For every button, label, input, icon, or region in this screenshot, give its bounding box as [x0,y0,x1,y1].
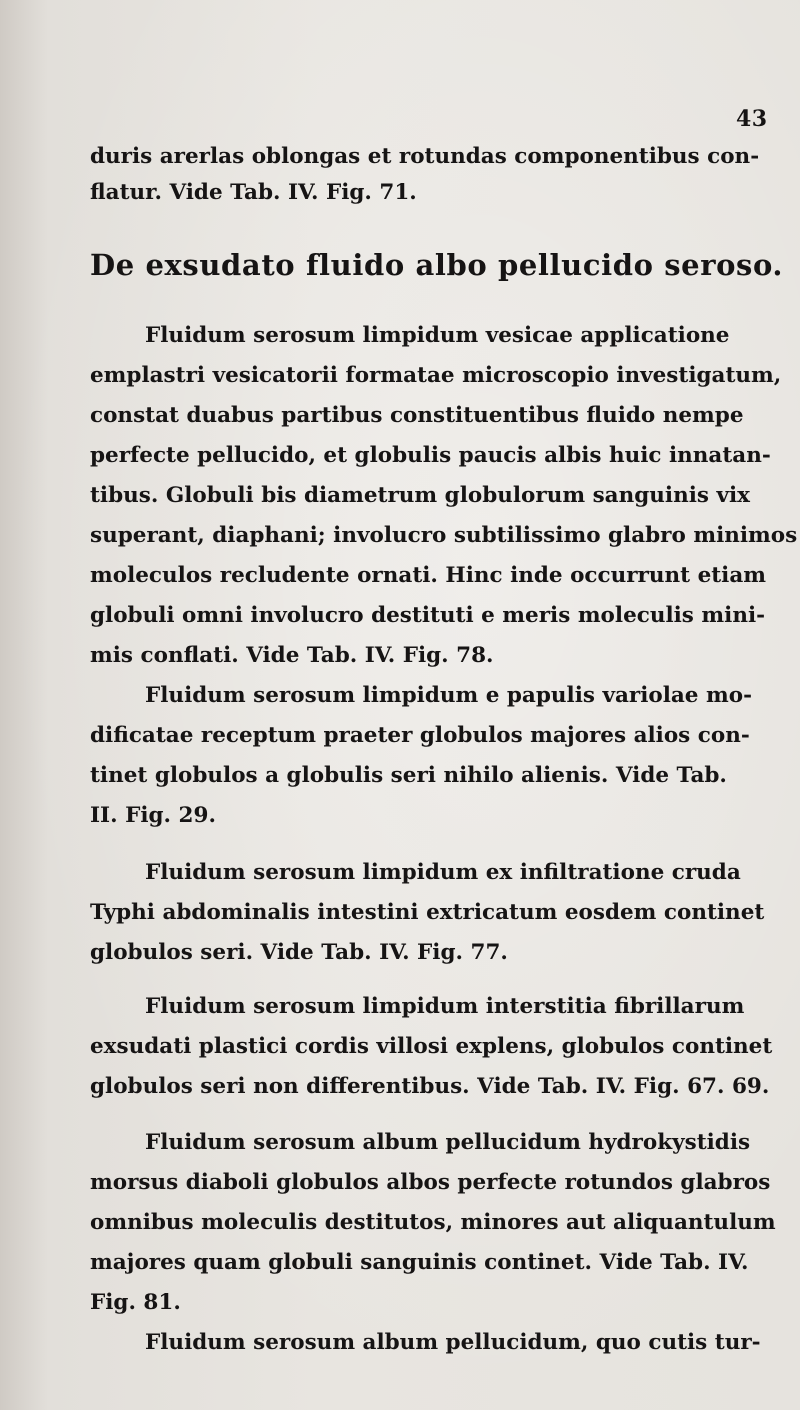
section-heading: De exsudato fluido albo pellucido seroso. [90,248,784,282]
paragraph-line: morsus diaboli globulos albos perfecte rotundos glabros [90,1170,771,1195]
paragraph-line: omnibus moleculis destitutos, minores aut aliquantulum [90,1210,776,1235]
paragraph-line: globulos seri. Vide Tab. IV. Fig. 77. [90,940,508,965]
page-number: 43 [736,106,768,132]
paragraph-line: Fluidum serosum limpidum e papulis variolae mo- [145,683,752,708]
paragraph-line: mis conflati. Vide Tab. IV. Fig. 78. [90,643,494,668]
intro-line: duris arerlas oblongas et rotundas componentibus con- [90,144,760,169]
paragraph-line: tinet globulos a globulis seri nihilo alienis. Vide Tab. [90,763,727,788]
paragraph-line: Fluidum serosum limpidum vesicae applicatione [145,323,730,348]
intro-line: flatur. Vide Tab. IV. Fig. 71. [90,180,417,205]
paragraph-line: Fluidum serosum album pellucidum, quo cutis tur- [145,1330,761,1355]
paragraph-line: emplastri vesicatorii formatae microscopio investigatum, [90,363,782,388]
paragraph-line: moleculos recludente ornati. Hinc inde occurrunt etiam [90,563,767,588]
paragraph-line: II. Fig. 29. [90,803,216,828]
paragraph-line: dificatae receptum praeter globulos majores alios con- [90,723,750,748]
paragraph-line: Fluidum serosum limpidum interstitia fibrillarum [145,994,745,1019]
paragraph-line: globuli omni involucro destituti e meris moleculis mini- [90,603,766,628]
paragraph-line: exsudati plastici cordis villosi explens, globulos continet [90,1034,773,1059]
paragraph-line: globulos seri non differentibus. Vide Tab. IV. Fig. 67. 69. [90,1074,770,1099]
paragraph-line: Fig. 81. [90,1290,181,1315]
paragraph-line: superant, diaphani; involucro subtilissimo glabro minimos [90,523,798,548]
paragraph-line: tibus. Globuli bis diametrum globulorum sanguinis vix [90,483,750,508]
paragraph-line: perfecte pellucido, et globulis paucis albis huic innatan- [90,443,771,468]
paragraph-line: Fluidum serosum album pellucidum hydrokystidis [145,1130,751,1155]
paragraph-line: Typhi abdominalis intestini extricatum eosdem continet [90,900,765,925]
paragraph-line: Fluidum serosum limpidum ex infiltratione cruda [145,860,741,885]
paragraph-line: majores quam globuli sanguinis continet. Vide Tab. IV. [90,1250,749,1275]
paragraph-line: constat duabus partibus constituentibus fluido nempe [90,403,744,428]
